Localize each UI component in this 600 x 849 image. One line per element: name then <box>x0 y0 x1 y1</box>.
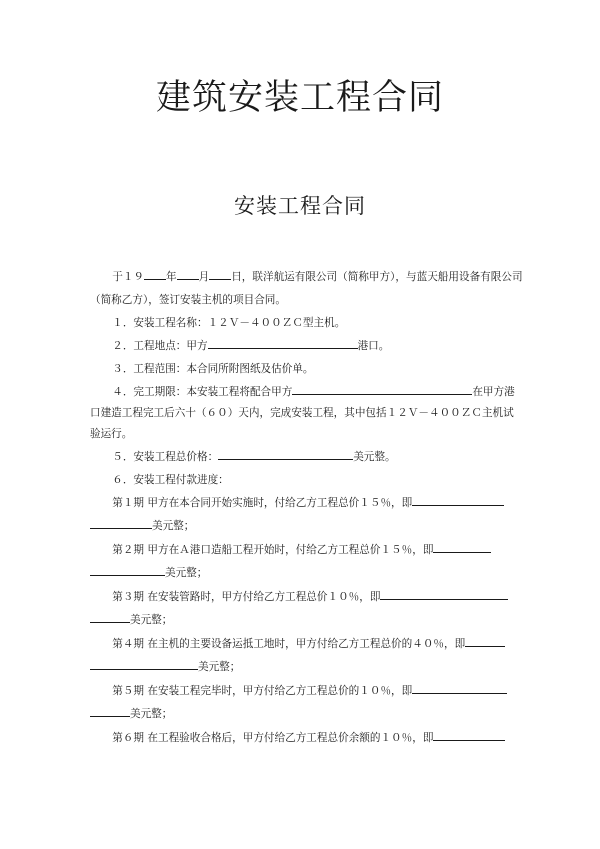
payment-5-line-2: 美元整； <box>90 704 510 725</box>
total-price-blank <box>218 448 353 460</box>
payment-6-blank <box>433 729 505 741</box>
payment-3-line-1: 第３期 在安装管路时，甲方付给乙方工程总价１０％，即 <box>90 587 510 608</box>
project-blank <box>292 383 472 395</box>
intro-line-1: 于１９ 年 月 日，联洋航运有限公司（简称甲方），与蓝天船用设备有限公司 <box>90 267 510 288</box>
payment-4-line-1: 第４期 在主机的主要设备运抵工地时，甲方付给乙方工程总价的４０％，即 <box>90 634 510 655</box>
location-blank <box>208 337 358 349</box>
payment-4-line-2: 美元整； <box>90 657 510 678</box>
item-4-line-3: 验运行。 <box>90 428 133 440</box>
item-4-line-1: ４．完工期限：本安装工程将配合甲方 在甲方港 <box>90 382 510 403</box>
payment-5-blank <box>412 682 507 694</box>
contract-body <box>90 267 523 749</box>
payment-1-line-1: 第１期 甲方在本合同开始实施时，付给乙方工程总价１５％，即 <box>90 493 510 514</box>
payment-3-line-2: 美元整； <box>90 610 510 631</box>
item-6: ６．安装工程付款进度： <box>112 474 229 486</box>
month-blank <box>177 268 199 280</box>
main-title: 建筑安装工程合同 <box>155 78 444 118</box>
payment-4-blank <box>465 635 505 647</box>
item-5: ５．安装工程总价格： 美元整。 <box>90 447 510 468</box>
payment-3-blank <box>380 588 508 600</box>
item-3: ３．工程范围：本合同所附图纸及估价单。 <box>112 363 314 375</box>
payment-2-line-2: 美元整； <box>90 563 510 584</box>
payment-2-blank <box>433 541 491 553</box>
item-1: １．安装工程名称：１２Ｖ－４００ＺＣ型主机。 <box>112 317 346 329</box>
year-blank <box>144 268 166 280</box>
payment-1-blank <box>412 494 504 506</box>
payment-1-line-2: 美元整； <box>90 516 510 537</box>
payment-2-line-1: 第２期 甲方在Ａ港口造船工程开始时，付给乙方工程总价１５％，即 <box>90 540 510 561</box>
sub-title: 安装工程合同 <box>234 194 366 218</box>
day-blank <box>209 268 231 280</box>
intro-line-2: （简称乙方），签订安装主机的项目合同。 <box>90 294 286 306</box>
payment-5-line-1: 第５期 在安装工程完毕时，甲方付给乙方工程总价的１０％，即 <box>90 681 510 702</box>
item-4-line-2: 口建造工程完工后六十（６０）天内，完成安装工程，其中包括１２Ｖ－４００ＺＣ主机试 <box>90 407 514 419</box>
item-2: ２．工程地点：甲方 港口。 <box>90 336 510 357</box>
payment-6-line-1: 第６期 在工程验收合格后，甲方付给乙方工程总价余额的１０％，即 <box>90 728 510 749</box>
